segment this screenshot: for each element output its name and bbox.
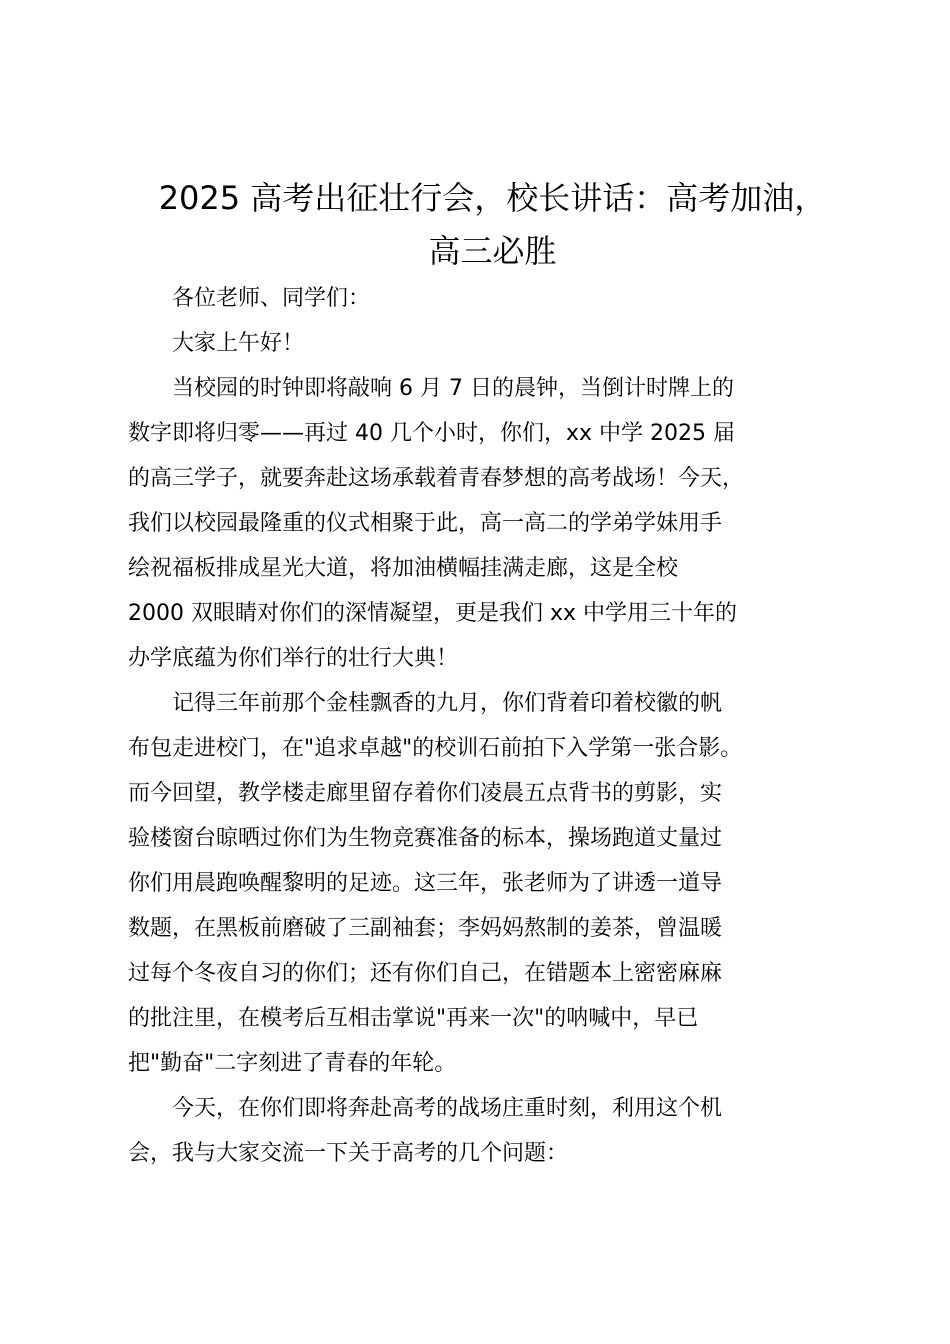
text-line: 你们用晨跑唤醒黎明的足迹。这三年，张老师为了讲透一道导 — [128, 871, 723, 896]
greeting-paragraph — [128, 321, 834, 366]
text-line: 验楼窗台晾晒过你们为生物竞赛准备的标本，操场跑道丈量过 — [128, 826, 723, 851]
text-line: 的高三学子，就要奔赴这场承载着青春梦想的高考战场！今天， — [128, 466, 745, 491]
text-line: 记得三年前那个金桂飘香的九月，你们背着印着校徽的帆 — [172, 691, 723, 716]
text-line: 绘祝福板排成星光大道，将加油横幅挂满走廊，这是全校 — [128, 556, 679, 581]
text-line: 当校园的时钟即将敲响 6 月 7 日的晨钟，当倒计时牌上的 — [172, 376, 734, 401]
text-line: 大家上午好！ — [172, 331, 305, 356]
text-line: 会，我与大家交流一下关于高考的几个问题： — [128, 1141, 569, 1166]
salutation-paragraph — [128, 276, 834, 321]
text-line: 布包走进校门，在"追求卓越"的校训石前拍下入学第一张合影。 — [128, 736, 743, 761]
text-line: 办学底蕴为你们举行的壮行大典！ — [128, 646, 459, 671]
text-line: 我们以校园最隆重的仪式相聚于此，高一高二的学弟学妹用手 — [128, 511, 723, 536]
text-line: 数题，在黑板前磨破了三副袖套；李妈妈熬制的姜茶，曾温暖 — [128, 916, 723, 941]
title-line-1: 2025 高考出征壮行会，校长讲话：高考加油， — [158, 179, 827, 217]
text-line: 各位老师、同学们： — [172, 286, 371, 311]
text-line: 今天，在你们即将奔赴高考的战场庄重时刻，利用这个机 — [172, 1096, 723, 1121]
text-line: 把"勤奋"二字刻进了青春的年轮。 — [128, 1051, 457, 1076]
text-line: 而今回望，教学楼走廊里留存着你们凌晨五点背书的剪影，实 — [128, 781, 723, 806]
body-paragraph-1 — [128, 366, 834, 681]
text-line: 过每个冬夜自习的你们；还有你们自己，在错题本上密密麻麻 — [128, 961, 723, 986]
title-line-2: 高三必胜 — [428, 232, 557, 270]
document-body — [128, 276, 834, 1176]
body-paragraph-2 — [128, 681, 834, 1086]
document-title — [120, 172, 865, 278]
text-line: 2000 双眼睛对你们的深情凝望，更是我们 xx 中学用三十年的 — [128, 601, 738, 626]
text-line: 数字即将归零——再过 40 几个小时，你们，xx 中学 2025 届 — [128, 421, 735, 446]
text-line: 的批注里，在模考后互相击掌说"再来一次"的呐喊中，早已 — [128, 1006, 699, 1031]
body-paragraph-3 — [128, 1086, 834, 1176]
